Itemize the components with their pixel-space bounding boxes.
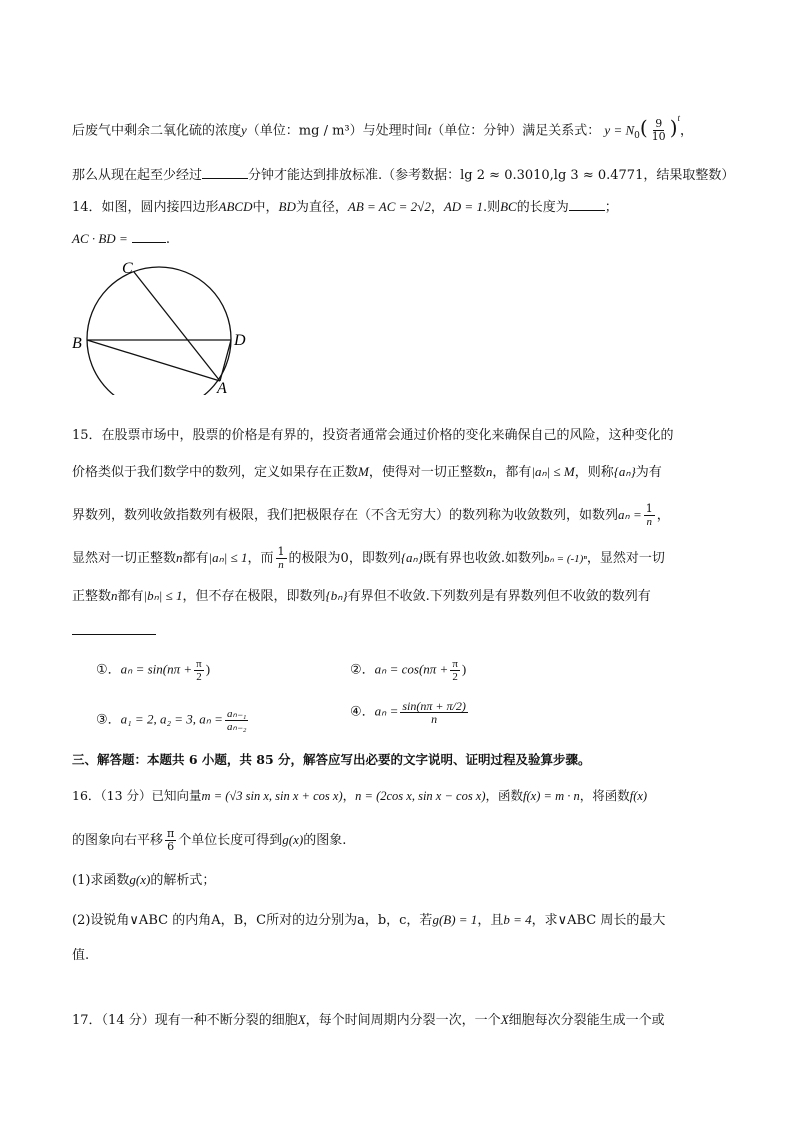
frac-den: aₙ₋₂ bbox=[226, 721, 247, 733]
q15-line1: 15．在股票市场中，股票的价格是有界的，投资者通常会通过价格的变化来确保自己的风险，这种变化的 bbox=[72, 428, 674, 443]
q15-l4d: ，而 bbox=[247, 551, 274, 566]
var-x2: X bbox=[500, 1012, 509, 1027]
q16-l1c: ，函数 bbox=[485, 788, 524, 803]
o1-expr: aₙ = sin(nπ + bbox=[120, 661, 193, 677]
q17-l1a: 17．（14 分）现有一种不断分裂的细胞 bbox=[72, 1013, 298, 1028]
q15-l2M: M bbox=[358, 464, 369, 479]
circle-figure bbox=[70, 255, 260, 395]
q15-l4e: 的极限为 bbox=[288, 551, 341, 566]
q16-line1 bbox=[72, 788, 647, 804]
frac-num: 9 bbox=[655, 117, 663, 131]
q15-l2d: |aₙ| ≤ M bbox=[531, 464, 575, 479]
q15-line4 bbox=[72, 546, 665, 571]
m-vector: m = (√3 sin x, sin x + cos x) bbox=[201, 789, 343, 803]
q14-bc: BC bbox=[500, 199, 517, 214]
frac-num: π bbox=[196, 658, 202, 670]
option-2 bbox=[350, 658, 466, 683]
chord-ba bbox=[87, 340, 220, 381]
q15-line5 bbox=[72, 588, 651, 605]
frac-den: 2 bbox=[452, 671, 458, 683]
o3-expr: a₁ = 2, a₂ = 3, aₙ = bbox=[120, 711, 223, 727]
frac-num: 1 bbox=[645, 502, 653, 515]
o2-close: ) bbox=[461, 661, 467, 677]
q15-line2 bbox=[72, 464, 662, 481]
q13-text: 后废气中剩余二氧化硫的浓度 bbox=[72, 123, 242, 139]
q16-l2b: 个单位长度可得到 bbox=[178, 833, 283, 848]
n-vector: n = (2cos x, sin x − cos x) bbox=[355, 789, 486, 803]
formula-sub: 0 bbox=[634, 130, 640, 141]
q16-p1b: 的解析式； bbox=[150, 873, 216, 888]
q15-l4zero: 0 bbox=[340, 551, 349, 566]
circle bbox=[87, 267, 231, 395]
frac-den: n bbox=[646, 516, 652, 528]
o4-frac bbox=[400, 700, 467, 725]
q16-part1 bbox=[72, 872, 215, 889]
dot-expr: AC · BD = bbox=[72, 231, 128, 246]
q15-l4h: 既有界也收敛.如数列 bbox=[422, 551, 545, 566]
frac-den: n bbox=[278, 559, 284, 571]
answer-blank bbox=[569, 198, 605, 211]
frac-den: 10 bbox=[651, 130, 666, 144]
frac-num: 1 bbox=[277, 545, 285, 558]
var-t: t bbox=[427, 122, 432, 138]
q15-l4a: 显然对一切正整数 bbox=[72, 551, 177, 566]
frac-1-n-2 bbox=[276, 546, 287, 571]
q16-p2c: b = 4 bbox=[503, 912, 532, 927]
q13-unit2: （单位：分钟）满足关系式： bbox=[431, 123, 601, 139]
shift-frac bbox=[165, 828, 176, 853]
q15-l2b: ，使得对一切正整数 bbox=[368, 465, 486, 480]
q15-l5c: |bₙ| ≤ 1 bbox=[143, 588, 183, 603]
q14-mid4: .则 bbox=[482, 200, 501, 215]
q15-l4c: |aₙ| ≤ 1 bbox=[208, 550, 248, 565]
q14-text: 14．如图，圆内接四边形 bbox=[72, 200, 219, 215]
q16-l2c: 的图象. bbox=[303, 833, 347, 848]
q14-end: ； bbox=[604, 200, 618, 215]
q15-l4b: 都有 bbox=[182, 551, 209, 566]
option-3 bbox=[96, 708, 250, 733]
q15-l2f: {aₙ} bbox=[613, 464, 636, 479]
var-y: y bbox=[241, 122, 247, 138]
chord-ca bbox=[134, 272, 220, 381]
q17-l1c: 细胞每次分裂能生成一个或 bbox=[508, 1013, 665, 1028]
q16-p2g: g(B) = 1 bbox=[432, 912, 478, 927]
frac-num: π bbox=[452, 658, 458, 670]
frac-1-n bbox=[644, 503, 655, 528]
q15-l2a: 价格类似于我们数学中的数列，定义如果存在正数 bbox=[72, 465, 359, 480]
label-c: C bbox=[122, 260, 133, 277]
q16-p1a: (1)求函数 bbox=[72, 873, 130, 888]
q15-l5e: {bₙ} bbox=[325, 588, 348, 603]
q16-p2b: ，且 bbox=[477, 913, 504, 928]
section-3-header: 三、解答题：本题共 6 小题，共 85 分，解答应写出必要的文字说明、证明过程及验算步骤。 bbox=[72, 752, 591, 767]
q15-l4f: ，即数列 bbox=[348, 551, 401, 566]
q15-l3c: ， bbox=[656, 508, 670, 523]
q14-dot-end: . bbox=[165, 232, 170, 247]
q16-part2 bbox=[72, 912, 665, 929]
q15-l5a: 正整数 bbox=[72, 589, 112, 604]
var-x: X bbox=[297, 1012, 306, 1027]
frac-num: π bbox=[167, 827, 175, 840]
q14-mid2: 为直径， bbox=[295, 200, 348, 215]
q15-l5d: ，但不存在极限，即数列 bbox=[182, 589, 326, 604]
o3-frac bbox=[225, 708, 249, 733]
q14-line1 bbox=[72, 198, 618, 216]
q15-l2c: ，都有 bbox=[492, 465, 532, 480]
q15-l4j: ，显然对一切 bbox=[586, 551, 665, 566]
q13-line2-a: 那么从现在起至少经过 bbox=[72, 168, 203, 183]
q14-cond: AB = AC = 2√2 bbox=[347, 199, 431, 214]
q15-l3b: aₙ = bbox=[618, 507, 642, 522]
q16-p2a: (2)设锐角∨ABC 的内角A，B，C所对的边分别为a，b，c，若 bbox=[72, 913, 433, 928]
o4-lhs: aₙ = bbox=[374, 703, 399, 719]
answer-blank bbox=[132, 230, 166, 243]
q16-p2d: ，求∨ABC 周长的最大 bbox=[531, 913, 666, 928]
q16-part2-end: 值. bbox=[72, 948, 90, 963]
q13-line2-b: 分钟才能达到排放标准.（参考数据：lg 2 ≈ 0.3010,lg 3 ≈ 0.4771，结果取整数） bbox=[248, 168, 735, 183]
q15-l2g: 为有 bbox=[635, 465, 662, 480]
o4-mark: ④． bbox=[350, 703, 375, 719]
q14-cond2: AD = 1 bbox=[443, 199, 483, 214]
q14-tail: 的长度为 bbox=[516, 200, 569, 215]
chord-da bbox=[220, 340, 231, 381]
q17-line1 bbox=[72, 1012, 665, 1029]
frac-den: n bbox=[431, 712, 438, 726]
formula-frac bbox=[650, 118, 668, 143]
fx-def: f(x) = m · n bbox=[523, 789, 580, 803]
q16-p1g: g(x) bbox=[129, 872, 151, 887]
q13-unit: （单位：mg / m³）与处理时间 bbox=[246, 123, 428, 139]
q15-l5n: n bbox=[111, 588, 118, 603]
q14-line2 bbox=[72, 230, 170, 248]
frac-den: 2 bbox=[196, 671, 202, 683]
q15-l3a: 界数列，数列收敛指数列有极限，我们把极限存在（不含无穷大）的数列称为收敛数列，如数列 bbox=[72, 508, 619, 523]
o1-close: ) bbox=[205, 661, 211, 677]
q13-line1: 后废气中剩余二氧化硫的浓度y（单位：mg / m³）与处理时间t（单位：分钟）满足关系式： $y = N_0$( $\frac{9}{10}$ )$^t$， bbox=[72, 113, 694, 144]
o3-mark: ③． bbox=[96, 711, 121, 727]
q14-mid3: ， bbox=[430, 200, 444, 215]
option-4 bbox=[350, 700, 470, 725]
frac-num: sin(nπ + π/2) bbox=[402, 699, 466, 713]
q14-bd: BD bbox=[278, 199, 296, 214]
answer-blank bbox=[72, 634, 156, 635]
label-a: A bbox=[217, 380, 227, 395]
answer-blank bbox=[202, 166, 248, 179]
q15-l5f: 有界但不收敛.下列数列是有界数列但不收敛的数列有 bbox=[347, 589, 651, 604]
gx: g(x) bbox=[282, 832, 304, 847]
q16-l1a: 16．（13 分）已知向量 bbox=[72, 788, 202, 803]
q16-l1d: ，将函数 bbox=[579, 788, 630, 803]
formula-lhs: y = N bbox=[604, 122, 635, 138]
q13-line2 bbox=[72, 166, 734, 184]
abcd: ABCD bbox=[218, 199, 253, 214]
o1-frac bbox=[194, 658, 204, 683]
q17-l1b: ，每个时间周期内分裂一次，一个 bbox=[305, 1013, 501, 1028]
o2-mark: ②． bbox=[350, 661, 375, 677]
q15-l2n: n bbox=[485, 464, 493, 479]
q15-l4i: bₙ = (-1)ⁿ bbox=[544, 553, 587, 565]
q15-l5b: 都有 bbox=[117, 589, 144, 604]
label-b: B bbox=[72, 335, 82, 352]
q14-mid1: 中， bbox=[252, 200, 279, 215]
formula-exp: t bbox=[677, 113, 681, 123]
q15-line3 bbox=[72, 503, 670, 528]
q15-l4g: {aₙ} bbox=[400, 550, 423, 565]
frac-num: aₙ₋₁ bbox=[226, 708, 247, 720]
q15-l2e: ，则称 bbox=[574, 465, 614, 480]
q16-l1b: ， bbox=[342, 788, 356, 803]
o2-frac bbox=[450, 658, 460, 683]
fx: f(x) bbox=[629, 789, 648, 803]
option-1 bbox=[96, 658, 210, 683]
q16-l2a: 的图象向右平移 bbox=[72, 833, 164, 848]
o2-expr: aₙ = cos(nπ + bbox=[374, 661, 449, 677]
q16-line2 bbox=[72, 828, 346, 853]
q15-l4n: n bbox=[176, 550, 183, 565]
o1-mark: ①． bbox=[96, 661, 121, 677]
label-d: D bbox=[234, 332, 246, 349]
frac-den: 6 bbox=[167, 840, 175, 853]
